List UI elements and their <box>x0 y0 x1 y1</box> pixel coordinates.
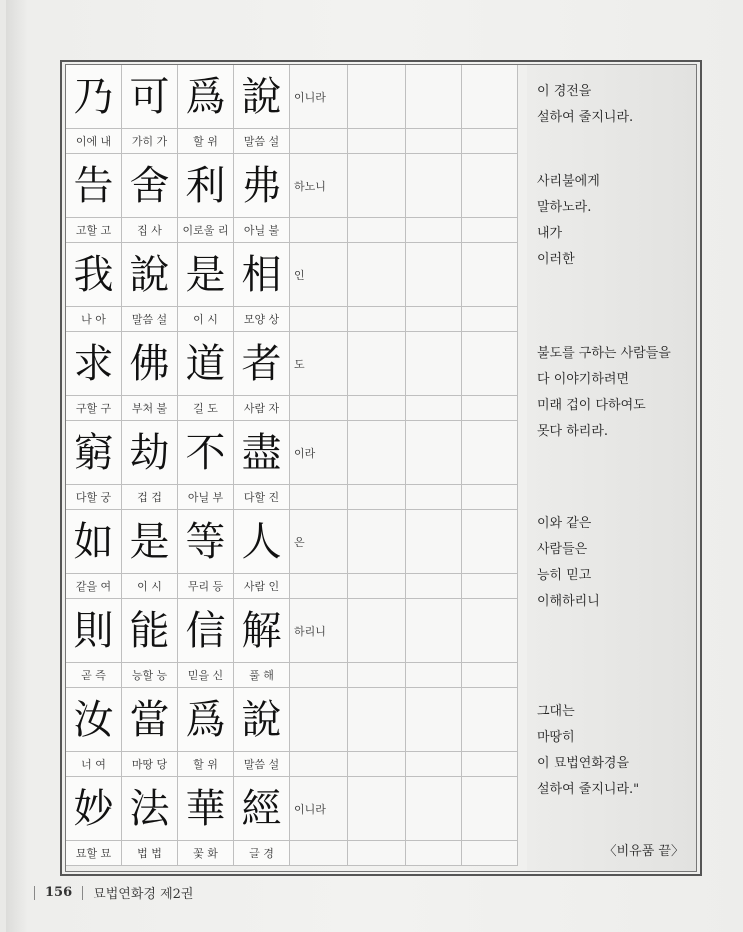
ending-cell <box>290 154 348 218</box>
gloss-cell <box>66 752 122 777</box>
practice-gloss-cell <box>290 129 348 154</box>
practice-cell <box>462 777 518 841</box>
gloss-cell <box>66 574 122 599</box>
reading-gloss: 말씀 설 <box>243 135 280 148</box>
reading-gloss: 곧 즉 <box>81 669 106 682</box>
gloss-cell <box>178 841 234 866</box>
practice-gloss-cell <box>348 307 406 332</box>
practice-cell <box>348 65 406 129</box>
translation-block: 이 경전을 설하여 줄지니라. <box>537 84 634 125</box>
hanja-character: 說 <box>241 696 282 743</box>
hanja-character: 告 <box>73 162 114 209</box>
particle-ending: 하노니 <box>294 179 326 193</box>
character-row <box>66 243 526 332</box>
page-footer <box>34 883 193 902</box>
translation-block: 불도를 구하는 사람들을 다 이야기하려면 미래 겁이 다하여도 못다 하리라. <box>537 346 671 439</box>
gloss-cell <box>234 396 290 421</box>
gloss-cell <box>234 129 290 154</box>
hanja-cell <box>178 777 234 841</box>
gloss-cell <box>122 218 178 243</box>
hanja-cell <box>122 777 178 841</box>
practice-gloss-cell <box>406 396 462 421</box>
gloss-cell <box>66 396 122 421</box>
gloss-cell <box>122 396 178 421</box>
practice-cell <box>406 154 462 218</box>
reading-gloss: 구할 구 <box>75 402 112 415</box>
hanja-character: 說 <box>129 251 170 298</box>
hanja-character: 人 <box>241 518 282 565</box>
reading-gloss: 말씀 설 <box>243 758 280 771</box>
hanja-cell <box>122 65 178 129</box>
character-row <box>66 65 526 154</box>
hanja-character: 爲 <box>185 696 226 743</box>
reading-gloss: 부처 불 <box>131 402 168 415</box>
gloss-cell <box>178 663 234 688</box>
reading-gloss: 다할 궁 <box>75 491 112 504</box>
hanja-cell <box>122 599 178 663</box>
practice-cell <box>406 599 462 663</box>
hanja-character: 窮 <box>73 429 114 476</box>
particle-ending: 이니라 <box>294 90 326 104</box>
gloss-cell <box>66 307 122 332</box>
gloss-cell <box>234 307 290 332</box>
practice-gloss-cell <box>348 129 406 154</box>
hanja-character: 求 <box>73 340 114 387</box>
practice-gloss-cell <box>290 307 348 332</box>
hanja-character: 華 <box>185 785 226 832</box>
practice-grid <box>66 65 526 871</box>
character-row <box>66 777 526 866</box>
character-row <box>66 332 526 421</box>
hanja-character: 我 <box>73 251 114 298</box>
hanja-character: 可 <box>129 73 170 120</box>
practice-cell <box>462 65 518 129</box>
reading-gloss: 마땅 당 <box>131 758 168 771</box>
character-row <box>66 510 526 599</box>
hanja-character: 法 <box>129 785 170 832</box>
practice-cell <box>406 777 462 841</box>
practice-gloss-cell <box>290 574 348 599</box>
reading-gloss: 가히 가 <box>131 135 168 148</box>
gloss-cell <box>66 841 122 866</box>
reading-gloss: 고할 고 <box>75 224 112 237</box>
gloss-cell <box>178 485 234 510</box>
practice-cell <box>406 65 462 129</box>
reading-gloss: 믿을 신 <box>187 669 224 682</box>
practice-cell <box>348 421 406 485</box>
practice-gloss-cell <box>406 752 462 777</box>
gloss-cell <box>122 485 178 510</box>
hanja-character: 道 <box>185 340 226 387</box>
reading-gloss: 꽃 화 <box>193 847 218 860</box>
gloss-cell <box>234 663 290 688</box>
reading-gloss: 아닐 부 <box>187 491 224 504</box>
hanja-cell <box>178 243 234 307</box>
hanja-character: 解 <box>241 607 282 654</box>
practice-cell <box>462 510 518 574</box>
gloss-cell <box>66 129 122 154</box>
chapter-end-mark: 〈비유품 끝〉 <box>603 844 684 859</box>
practice-cell <box>348 154 406 218</box>
ending-cell <box>290 65 348 129</box>
hanja-cell <box>122 510 178 574</box>
hanja-cell <box>66 510 122 574</box>
reading-gloss: 능할 능 <box>131 669 168 682</box>
particle-ending: 인 <box>294 268 305 282</box>
reading-gloss: 말씀 설 <box>131 313 168 326</box>
practice-cell <box>462 154 518 218</box>
gloss-cell <box>234 485 290 510</box>
hanja-cell <box>122 688 178 752</box>
practice-gloss-cell <box>348 485 406 510</box>
practice-cell <box>462 688 518 752</box>
hanja-cell <box>178 599 234 663</box>
hanja-cell <box>234 510 290 574</box>
practice-cell <box>348 777 406 841</box>
practice-gloss-cell <box>462 396 518 421</box>
hanja-character: 等 <box>185 518 226 565</box>
reading-gloss: 사람 인 <box>243 580 280 593</box>
practice-gloss-cell <box>348 752 406 777</box>
practice-gloss-cell <box>406 218 462 243</box>
reading-gloss: 할 위 <box>193 758 218 771</box>
book-title: 묘법연화경 제2권 <box>93 887 194 902</box>
particle-ending: 이니라 <box>294 802 326 816</box>
hanja-cell <box>234 65 290 129</box>
hanja-cell <box>122 332 178 396</box>
practice-gloss-cell <box>406 574 462 599</box>
reading-gloss: 사람 자 <box>243 402 280 415</box>
hanja-character: 是 <box>185 251 226 298</box>
practice-cell <box>348 332 406 396</box>
hanja-character: 弗 <box>241 162 282 209</box>
hanja-cell <box>66 421 122 485</box>
gloss-cell <box>234 574 290 599</box>
hanja-character: 相 <box>241 251 282 298</box>
hanja-character: 當 <box>129 696 170 743</box>
ending-cell <box>290 777 348 841</box>
practice-gloss-cell <box>290 663 348 688</box>
gloss-cell <box>122 841 178 866</box>
practice-cell <box>348 510 406 574</box>
gloss-cell <box>178 574 234 599</box>
practice-gloss-cell <box>406 485 462 510</box>
practice-gloss-cell <box>348 218 406 243</box>
hanja-cell <box>234 688 290 752</box>
ending-cell <box>290 243 348 307</box>
practice-cell <box>348 688 406 752</box>
hanja-cell <box>178 510 234 574</box>
practice-cell <box>406 421 462 485</box>
practice-cell <box>462 243 518 307</box>
translation-panel <box>527 65 696 871</box>
practice-gloss-cell <box>348 574 406 599</box>
practice-gloss-cell <box>462 841 518 866</box>
ending-cell <box>290 421 348 485</box>
gloss-cell <box>234 218 290 243</box>
hanja-cell <box>122 154 178 218</box>
gloss-cell <box>66 663 122 688</box>
page-number: 156 <box>45 885 73 900</box>
practice-gloss-cell <box>290 752 348 777</box>
hanja-cell <box>178 421 234 485</box>
reading-gloss: 풀 해 <box>249 669 274 682</box>
gloss-cell <box>178 752 234 777</box>
reading-gloss: 이 시 <box>193 313 218 326</box>
hanja-cell <box>234 421 290 485</box>
particle-ending: 은 <box>294 535 305 549</box>
character-row <box>66 154 526 243</box>
character-row <box>66 599 526 688</box>
particle-ending: 이라 <box>294 446 316 460</box>
practice-cell <box>406 332 462 396</box>
reading-gloss: 나 아 <box>81 313 106 326</box>
hanja-character: 汝 <box>73 696 114 743</box>
practice-gloss-cell <box>462 307 518 332</box>
hanja-character: 舍 <box>129 162 170 209</box>
footer-divider <box>82 886 83 900</box>
reading-gloss: 집 사 <box>137 224 162 237</box>
hanja-character: 說 <box>241 73 282 120</box>
hanja-character: 是 <box>129 518 170 565</box>
hanja-cell <box>66 599 122 663</box>
hanja-character: 能 <box>129 607 170 654</box>
gloss-cell <box>234 752 290 777</box>
translation-block: 사리불에게 말하노라. 내가 이러한 <box>537 174 600 267</box>
practice-gloss-cell <box>462 218 518 243</box>
hanja-cell <box>66 777 122 841</box>
practice-gloss-cell <box>462 663 518 688</box>
hanja-cell <box>234 777 290 841</box>
hanja-character: 者 <box>241 340 282 387</box>
reading-gloss: 다할 진 <box>243 491 280 504</box>
gloss-cell <box>178 218 234 243</box>
reading-gloss: 이로울 리 <box>182 224 229 237</box>
practice-gloss-cell <box>348 663 406 688</box>
reading-gloss: 글 경 <box>249 847 274 860</box>
reading-gloss: 너 여 <box>81 758 106 771</box>
practice-gloss-cell <box>462 574 518 599</box>
character-row <box>66 688 526 777</box>
reading-gloss: 법 법 <box>137 847 162 860</box>
hanja-character: 盡 <box>241 429 282 476</box>
character-row <box>66 421 526 510</box>
gloss-cell <box>122 663 178 688</box>
hanja-cell <box>234 599 290 663</box>
reading-gloss: 이에 내 <box>75 135 112 148</box>
reading-gloss: 아닐 불 <box>243 224 280 237</box>
reading-gloss: 겁 겁 <box>137 491 162 504</box>
gloss-cell <box>66 218 122 243</box>
gloss-cell <box>122 129 178 154</box>
practice-gloss-cell <box>406 663 462 688</box>
practice-cell <box>462 421 518 485</box>
footer-divider <box>34 886 35 900</box>
reading-gloss: 길 도 <box>193 402 218 415</box>
gloss-cell <box>66 485 122 510</box>
particle-ending: 도 <box>294 357 305 371</box>
hanja-cell <box>66 332 122 396</box>
gloss-cell <box>122 307 178 332</box>
hanja-cell <box>178 154 234 218</box>
gloss-cell <box>122 752 178 777</box>
practice-gloss-cell <box>290 396 348 421</box>
practice-cell <box>406 510 462 574</box>
hanja-cell <box>178 332 234 396</box>
practice-gloss-cell <box>348 841 406 866</box>
hanja-cell <box>178 688 234 752</box>
gloss-cell <box>178 129 234 154</box>
reading-gloss: 묘할 묘 <box>75 847 112 860</box>
hanja-character: 乃 <box>73 73 114 120</box>
hanja-character: 經 <box>241 785 282 832</box>
practice-cell <box>406 243 462 307</box>
hanja-cell <box>66 243 122 307</box>
hanja-character: 如 <box>73 518 114 565</box>
practice-gloss-cell <box>290 841 348 866</box>
reading-gloss: 무리 등 <box>187 580 224 593</box>
gloss-cell <box>178 396 234 421</box>
hanja-character: 不 <box>185 429 226 476</box>
hanja-character: 佛 <box>129 340 170 387</box>
gloss-cell <box>178 307 234 332</box>
practice-gloss-cell <box>406 129 462 154</box>
hanja-character: 則 <box>73 607 114 654</box>
ending-cell <box>290 332 348 396</box>
practice-cell <box>462 332 518 396</box>
practice-cell <box>462 599 518 663</box>
gloss-cell <box>234 841 290 866</box>
hanja-cell <box>122 243 178 307</box>
practice-gloss-cell <box>406 307 462 332</box>
ending-cell <box>290 688 348 752</box>
practice-gloss-cell <box>290 485 348 510</box>
practice-gloss-cell <box>290 218 348 243</box>
reading-gloss: 모양 상 <box>243 313 280 326</box>
gloss-cell <box>122 574 178 599</box>
reading-gloss: 같을 여 <box>75 580 112 593</box>
hanja-character: 利 <box>185 162 226 209</box>
reading-gloss: 할 위 <box>193 135 218 148</box>
practice-gloss-cell <box>462 752 518 777</box>
hanja-character: 妙 <box>73 785 114 832</box>
hanja-cell <box>234 332 290 396</box>
ending-cell <box>290 599 348 663</box>
practice-cell <box>348 599 406 663</box>
hanja-cell <box>122 421 178 485</box>
translation-block: 그대는 마땅히 이 묘법연화경을 설하여 줄지니라." <box>537 704 640 797</box>
practice-gloss-cell <box>348 396 406 421</box>
hanja-cell <box>66 688 122 752</box>
hanja-cell <box>66 65 122 129</box>
hanja-character: 劫 <box>129 429 170 476</box>
particle-ending: 하리니 <box>294 624 326 638</box>
practice-gloss-cell <box>406 841 462 866</box>
hanja-character: 信 <box>185 607 226 654</box>
practice-cell <box>406 688 462 752</box>
hanja-cell <box>178 65 234 129</box>
hanja-cell <box>234 154 290 218</box>
ending-cell <box>290 510 348 574</box>
reading-gloss: 이 시 <box>137 580 162 593</box>
practice-gloss-cell <box>462 485 518 510</box>
practice-cell <box>348 243 406 307</box>
hanja-character: 爲 <box>185 73 226 120</box>
translation-block: 이와 같은 사람들은 능히 믿고 이해하리니 <box>537 516 600 609</box>
practice-gloss-cell <box>462 129 518 154</box>
hanja-cell <box>66 154 122 218</box>
hanja-cell <box>234 243 290 307</box>
